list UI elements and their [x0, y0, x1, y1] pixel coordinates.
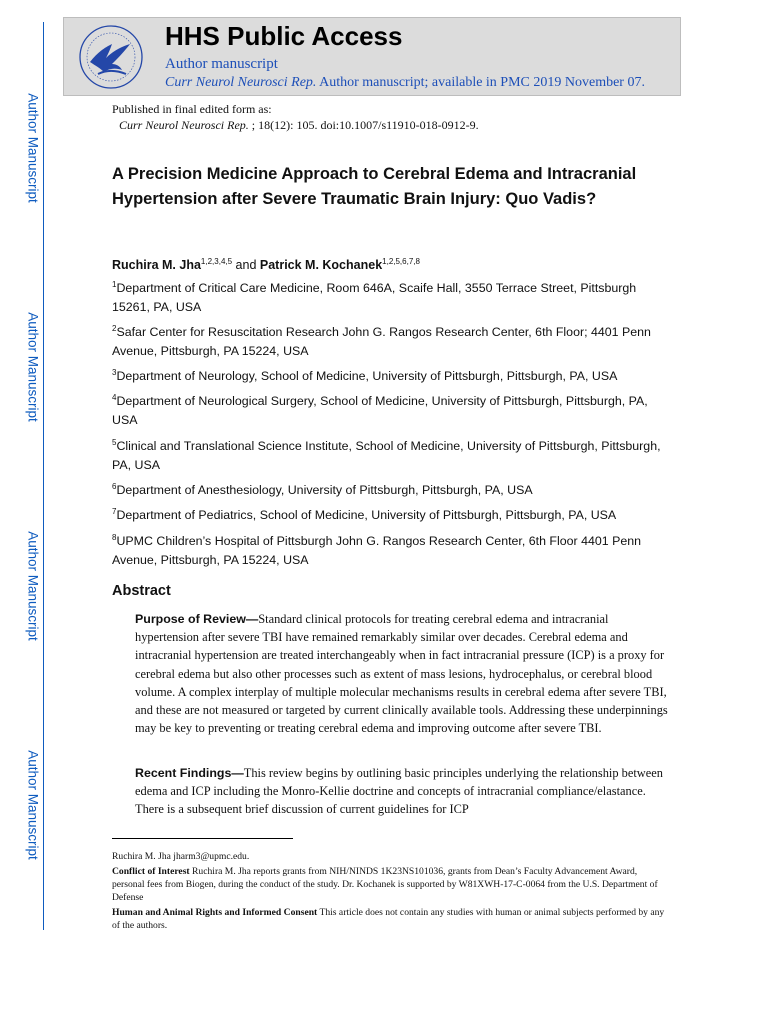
- abstract-purpose: Purpose of Review—Standard clinical protocols for treating cerebral edema and intracranial hypertension after severe TBI have remained remarkably similar over decades. Cerebral edema and intracranial hypertension are treated interchangeably when in fact intracranial pressure (ICP) is a proxy for cerebral edema but also other processes such as extent of mass lesions, hydrocephalus, or cerebral blood volume. A complex interplay of multiple molecular mechanisms results in cerebral edema after severe TBI, and these are not measured or targeted by current clinically available tools. Addressing these underpinnings may be key to preventing or treating cerebral edema and improving outcome after severe TBI.: [135, 612, 668, 736]
- author-affiliation-ref: 1,2,3,4,5: [200, 257, 233, 266]
- purpose-lead: Purpose of Review—: [135, 612, 259, 626]
- affiliation-item: $^6$Department of Anesthesiology, University of Pittsburgh, Pittsburgh, PA, USA: [112, 482, 533, 498]
- footnote-contact[interactable]: Ruchira M. Jha jharm3@upmc.edu.: [112, 851, 250, 862]
- abstract-findings: Recent Findings—This review begins by outlining basic principles underlying the relationship between edema and ICP including the Monro-Kellie doctrine and concepts of intracranial compliance/elastance. There is a subsequent brief discussion of current guidelines for ICP: [135, 766, 663, 817]
- side-rule: [43, 22, 44, 930]
- affiliation-item: $^4$Department of Neurological Surgery, School of Medicine, University of Pittsburgh, Pittsburgh, PA, USA: [112, 393, 648, 428]
- affiliation-item: $^1$Department of Critical Care Medicine, Room 646A, Scaife Hall, 3550 Terrace Street, Pittsburgh 15261, PA, USA: [112, 280, 637, 315]
- findings-lead: Recent Findings—: [135, 766, 244, 780]
- header-journal[interactable]: Curr Neurol Neurosci Rep.: [165, 75, 317, 90]
- publication-intro: Published in final edited form as:: [112, 102, 272, 116]
- publication-info: [112, 101, 479, 133]
- author-name[interactable]: Ruchira M. Jha: [112, 258, 201, 273]
- footnote-human-rights: Human and Animal Rights and Informed Consent This article does not contain any studies with human or animal subjects performed by any of the authors.: [112, 907, 665, 931]
- affiliation-item: $^5$Clinical and Translational Science Institute, School of Medicine, University of Pittsburgh, Pittsburgh, PA, USA: [112, 438, 661, 473]
- footnote-conflict: Conflict of Interest Ruchira M. Jha reports grants from NIH/NINDS 1K23NS101036, grants from Dean’s Faculty Advancement Award, personal fees from Biogen, during the conduct of the study. Dr. Kochanek is supported by W81XWH-17-C-0064 from the U.S. Department of Defense: [112, 866, 658, 903]
- affiliation-item: $^3$Department of Neurology, School of Medicine, University of Pittsburgh, Pittsburgh, PA, USA: [112, 368, 618, 384]
- hhs-eagle-seal-icon: [76, 22, 146, 92]
- header-title: HHS Public Access: [165, 21, 403, 51]
- footnote-rule: [112, 838, 293, 839]
- affiliation-item: $^7$Department of Pediatrics, School of Medicine, University of Pittsburgh, Pittsburgh, PA, USA: [112, 507, 617, 523]
- abstract-heading: Abstract: [112, 583, 171, 599]
- author-affiliation-ref: 1,2,5,6,7,8: [382, 257, 420, 266]
- publication-journal: Curr Neurol Neurosci Rep.: [119, 118, 249, 132]
- article-title: A Precision Medicine Approach to Cerebral Edema and Intracranial Hypertension after Severe Traumatic Brain Injury: Quo Vadis?: [112, 165, 637, 208]
- header-availability: Curr Neurol Neurosci Rep. Author manuscript; available in PMC 2019 November 07.: [165, 75, 645, 90]
- author-name[interactable]: Patrick M. Kochanek: [259, 258, 383, 273]
- author-line: Ruchira M. Jha$^{1,2,3,4,5}$ and Patrick M. Kochanek$^{1,2,5,6,7,8}$: [112, 257, 420, 273]
- affiliation-item: $^2$Safar Center for Resuscitation Research John G. Rangos Research Center, 6th Floor; 4401 Penn Avenue, Pittsburgh, PA 15224, USA: [112, 324, 651, 359]
- header-subtitle: Author manuscript: [165, 56, 278, 72]
- publication-citation: Curr Neurol Neurosci Rep. ; 18(12): 105. doi:10.1007/s11910-018-0912-9.: [119, 118, 479, 132]
- affiliation-item: $^8$UPMC Children’s Hospital of Pittsburgh John G. Rangos Research Center, 6th Floor 4401 Penn Avenue, Pittsburgh, PA 15224, USA: [112, 533, 642, 568]
